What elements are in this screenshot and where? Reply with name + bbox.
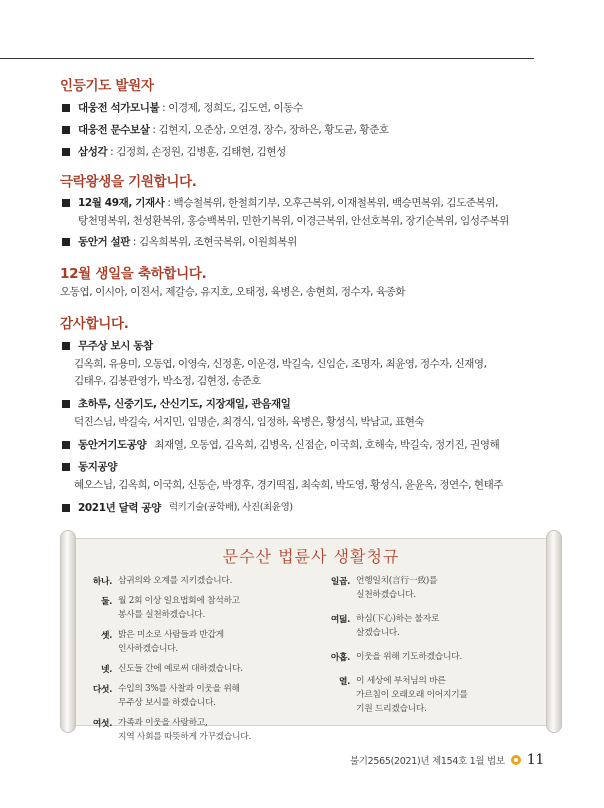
square-bullet-icon (62, 148, 70, 156)
scroll-title: 문수산 법륜사 생활청규 (222, 547, 400, 566)
square-bullet-icon (62, 504, 70, 512)
list-item: 삼성각 : 김정희, 손정원, 김병훈, 김태현, 김현성 (60, 144, 560, 160)
list-item: 12월 49재, 기재사 : 백승철복위, 한철희기부, 오후근복위, 이재철복위, 백승면복위, 김도준복위, (60, 195, 560, 211)
issue-info: 불기2565(2021)년 제154호 1월 법보 (349, 756, 505, 767)
square-bullet-icon (62, 342, 70, 350)
temple-rules-scroll (60, 530, 562, 742)
list-item: 동안거기도공양 최재열, 오동엽, 김옥희, 김병옥, 신점순, 이국희, 호해숙, 박길숙, 정기진, 권영해 (60, 437, 560, 453)
lamp-prayer-section (60, 74, 560, 160)
section-title: 인등기도 발원자 (60, 78, 154, 94)
square-bullet-icon (62, 126, 70, 134)
list-item: 무주상 보시 동참 (60, 338, 560, 354)
bulletin-content (60, 74, 560, 516)
list-item: 대웅전 문수보살 : 김현지, 오준상, 오연경, 장수, 장하은, 황도균, 황준호 (60, 122, 560, 138)
thanks-section: 감사합니다. 무주상 보시 동참 김옥희, 유용미, 오동엽, 이영숙, 신정훈, 이운경, 박길숙, 신임순, 조명자, 최윤영, 정수자, 신재영, 김태우, 김봉관영가, 박소정, 김현정, 송준호 초하루, 신중기도, 산신기도, 지장재일, 관음재일 덕진스님, 박길숙, 서지민, 임명순, 최경식, 임정하, 육병은, 황성식, 박남교, 표현숙 동안거기도공양 최재열, 오동엽, 김옥희, 김병옥, 신점순, 이국희, 호해숙, 박길숙, 정기진, 권영해 동지공양 혜오스님, 김옥희, 이국희, 신동순, 박경후, 경기떡집, 최숙희, 박도영, 황성식, 윤윤옥, 정연수, 현태주 2021년 달력 공양 럭키기술(공학배), 사진(최윤영) (60, 312, 560, 516)
section-title: 12월 생일을 축하합니다. (60, 266, 207, 282)
rule-item: 셋. 밝은 미소로 사람들과 반갑게 인사하겠습니다. (101, 630, 224, 654)
square-bullet-icon (62, 441, 70, 449)
list-item: 2021년 달력 공양 럭키기술(공학배), 사진(최윤영) (60, 500, 560, 516)
square-bullet-icon (62, 400, 70, 408)
page-number: 11 (526, 752, 544, 768)
square-bullet-icon (62, 463, 70, 471)
list-item: 동지공양 (60, 459, 560, 475)
rule-item: 일곱. 언행일치(言行一致)를 실천하겠습니다. (330, 576, 438, 600)
square-bullet-icon (62, 104, 70, 112)
list-item: 대웅전 석가모니불 : 이경제, 정희도, 김도연, 이동수 (60, 100, 560, 116)
list-item: 동안거 설판 : 김옥희복위, 조현국복위, 이원희복위 (60, 234, 560, 250)
rule-item: 넷. 신도들 간에 예로써 대하겠습니다. (101, 664, 243, 675)
list-item: 초하루, 신중기도, 산신기도, 지장재일, 관음재일 (60, 396, 560, 412)
rule-item: 하나. 삼귀의와 오계를 지키겠습니다. (92, 576, 233, 587)
rule-item: 아홉. 이웃을 위해 기도하겠습니다. (330, 652, 462, 663)
page-footer (350, 752, 544, 768)
square-bullet-icon (62, 199, 70, 207)
rule-item: 둘. 월 2회 이상 일요법회에 참석하고 봉사를 실천하겠습니다. (101, 596, 240, 620)
temple-logo-icon (511, 755, 521, 765)
memorial-section (60, 170, 560, 250)
list-item-continuation: 탕천명복위, 천성환복위, 홍승백복위, 민한기복위, 이경근복위, 안선호복위, 장기순복위, 임성주복위 (78, 215, 509, 227)
rule-item: 다섯. 수입의 3%를 사찰과 이웃을 위해 무주상 보시를 하겠습니다. (92, 684, 240, 708)
rule-item: 열. 이 세상에 부처님의 바른 가르침이 오래오래 이어지기를 기원 드리겠습니다. (339, 676, 468, 714)
birthday-section (60, 262, 560, 300)
top-rule (0, 58, 534, 59)
rules-right-column (328, 574, 538, 726)
section-title: 감사합니다. (60, 316, 129, 332)
rules-left-column (90, 574, 320, 750)
birthday-names: 오동엽, 이시아, 이진서, 제갈승, 유지호, 오태정, 육병은, 송현희, 정수자, 육종화 (60, 286, 406, 298)
rule-item: 여섯. 가족과 이웃을 사랑하고, 지역 사회를 따뜻하게 가꾸겠습니다. (92, 718, 251, 742)
square-bullet-icon (62, 238, 70, 246)
section-title: 극락왕생을 기원합니다. (60, 174, 197, 190)
rule-item: 여덟. 하심(下心)하는 불자로 살겠습니다. (330, 614, 440, 638)
